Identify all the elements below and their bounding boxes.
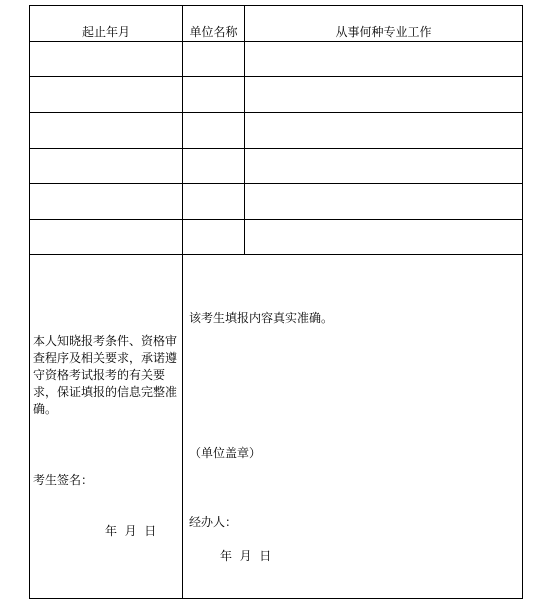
candidate-date: 年 月 日 bbox=[105, 524, 157, 538]
header-employer-name: 单位名称 bbox=[189, 25, 238, 39]
header-period: 起止年月 bbox=[81, 25, 130, 39]
header-professional-work: 从事何种专业工作 bbox=[335, 25, 432, 39]
employer-seal-label: （单位盖章） bbox=[189, 446, 262, 460]
employer-date: 年 月 日 bbox=[220, 549, 272, 563]
candidate-declaration: 本人知晓报考条件、资格审查程序及相关要求，承诺遵守资格考试报考的有关要求，保证填报的信息完整准确。 bbox=[33, 334, 178, 416]
table-row bbox=[30, 149, 522, 183]
row-divider bbox=[29, 254, 523, 255]
table-row bbox=[30, 42, 522, 76]
border-top bbox=[29, 5, 523, 6]
border-bottom bbox=[29, 598, 523, 599]
table-row bbox=[30, 184, 522, 219]
table-row bbox=[30, 113, 522, 148]
border-right bbox=[522, 5, 523, 599]
candidate-signature-label: 考生签名： bbox=[33, 473, 94, 487]
table-row bbox=[30, 220, 522, 254]
handler-label: 经办人： bbox=[189, 515, 238, 529]
table-row bbox=[30, 77, 522, 112]
employer-confirmation: 该考生填报内容真实准确。 bbox=[189, 311, 334, 325]
